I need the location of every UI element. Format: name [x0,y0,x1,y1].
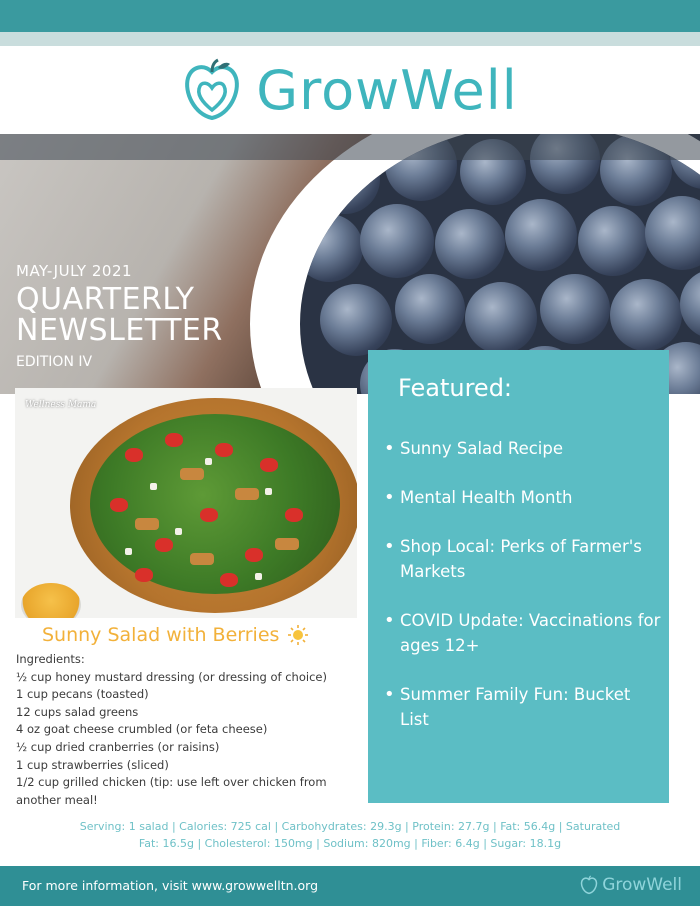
brand-name: GrowWell [256,58,518,122]
footer-info-text: For more information, visit www.growwelltn.org [22,878,319,893]
nutrition-line-2: Fat: 16.5g | Cholesterol: 150mg | Sodium: 820mg | Fiber: 6.4g | Sugar: 18.1g [138,837,562,850]
hero-band [0,134,700,160]
bullet-icon: • [384,438,395,459]
ingredients-list [16,651,361,809]
featured-item: • Sunny Salad Recipe [384,438,564,459]
footer [0,866,700,906]
featured-item: • Shop Local: Perks of Farmer's Markets [384,534,664,584]
featured-item: • Summer Family Fun: Bucket List [384,682,664,732]
ingredient: 1 cup strawberries (sliced) [16,757,169,772]
photo-watermark: Wellness Mama [25,400,97,410]
salad-photo [15,388,357,618]
title-line-1: QUARTERLY [16,282,195,317]
sun-icon [287,624,309,646]
top-stripe [0,0,700,32]
footer-logo [580,875,682,895]
featured-box [368,350,669,803]
nutrition-facts [20,818,680,852]
ingredient: ½ cup dried cranberries (or raisins) [16,739,220,754]
bullet-icon: • [384,487,395,508]
recipe-title: Sunny Salad with Berries [42,624,309,646]
top-stripe-light [0,32,700,46]
newsletter-date: MAY-JULY 2021 [16,262,133,280]
ingredients-heading: Ingredients: [16,652,85,666]
ingredient: 4 oz goat cheese crumbled (or feta cheese) [16,722,268,737]
header-logo [0,46,700,134]
ingredient: ½ cup honey mustard dressing (or dressing of choice) [16,669,327,684]
footer-brand-name: GrowWell [602,875,682,895]
featured-list [384,436,664,756]
nutrition-line-1: Serving: 1 salad | Calories: 725 cal | Carbohydrates: 29.3g | Protein: 27.7g | Fat: 56.4g | Saturated [79,820,621,833]
bullet-icon: • [384,536,395,557]
apple-icon [182,58,242,122]
featured-item: • Mental Health Month [384,487,573,508]
ingredient: 12 cups salad greens [16,704,139,719]
newsletter-edition: EDITION IV [16,354,93,370]
bullet-icon: • [384,684,395,705]
dressing-cup [21,583,81,618]
apple-icon [580,875,598,895]
featured-item: • COVID Update: Vaccinations for ages 12+ [384,608,664,658]
ingredient: 1 cup pecans (toasted) [16,687,149,702]
bullet-icon: • [384,610,395,631]
featured-title: Featured: [398,374,513,402]
title-line-2: NEWSLETTER [16,313,223,348]
newsletter-title [16,284,223,346]
ingredient: 1/2 cup grilled chicken (tip: use left over chicken from another meal! [16,775,327,807]
